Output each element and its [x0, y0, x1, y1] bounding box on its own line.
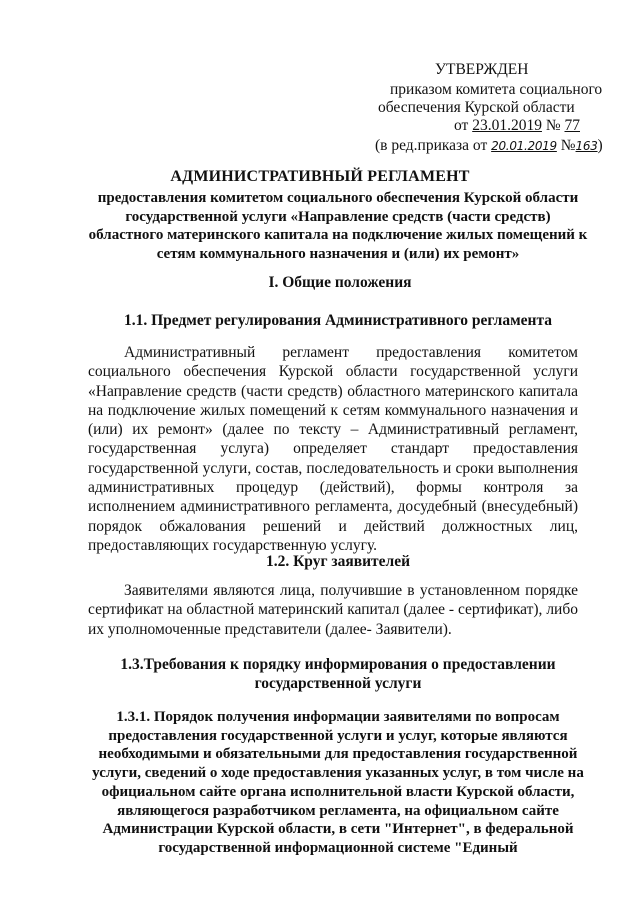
edition-suffix: ) [597, 137, 603, 154]
order-number-label: № [545, 117, 561, 134]
order-number: 77 [564, 117, 580, 134]
section-1-3-title: 1.3.Требования к порядку информирования о предоставлении государственной услуги [120, 656, 556, 692]
order-from-label: от [454, 117, 469, 134]
edition-number-label: № [560, 137, 576, 154]
approval-line-2: обеспечения Курской области [378, 99, 575, 116]
section-1-2-title: 1.2. Круг заявителей [265, 553, 411, 570]
approval-title: УТВЕРЖДЕН [435, 61, 529, 78]
document-subtitle: предоставления комитетом социального обеспечения Курской области государственной услуги «Направление средств (части средств) областного материнского капитала на подключение жилых помещений к сетям коммунального назначения и (или) их ремонт» [88, 190, 588, 262]
approval-line-1: приказом комитета социального [390, 81, 603, 98]
order-reference [454, 116, 580, 135]
section-1-title: I. Общие положения [268, 274, 412, 291]
section-1-1-text: Административный регламент предоставления комитетом социального обеспечения Курской области государственной услуги «Направление средств (части средств) областного материнского капитала на подключение жилых помещений к сетям коммунального назначения и (или) их ремонт» (далее по тексту – Административный регламент, государственная услуга) определяет стандарт предоставления государственной услуги, состав, последовательность и сроки выполнения административных процедур (действий), формы контроля за исполнением административного регламента, досудебный (внесудебный) порядок обжалования решений и действий должностных лиц, предоставляющих государственную услугу. [88, 344, 578, 554]
edition-date-handwritten: 20.01.2019 [491, 139, 557, 153]
section-1-1-title: 1.1. Предмет регулирования Административного регламента [123, 312, 553, 329]
edition-number-handwritten: 163 [575, 139, 598, 153]
order-date: 23.01.2019 [472, 117, 542, 134]
edition-prefix: (в ред.приказа от [375, 137, 488, 154]
document-title: АДМИНИСТРАТИВНЫЙ РЕГЛАМЕНТ [170, 168, 470, 185]
edition-reference [375, 136, 603, 156]
section-1-2-text: Заявителями являются лица, получившие в установленном порядке сертификат на областной материнский капитал (далее - сертификат), либо их уполномоченные представители (далее- Заявители). [88, 582, 578, 638]
section-1-3-1-text: 1.3.1. Порядок получения информации заявителями по вопросам предоставления государственной услуги и услуг, которые являются необходимыми и обязательными для предоставления государственной услуги, сведений о ходе предоставления указанных услуг, в том числе на официальном сайте органа исполнительной власти Курской области, являющегося разработчиком регламента, на официальном сайте Администрации Курской области, в сети "Интернет", в федеральной государственной информационной системе "Единый [92, 709, 584, 856]
